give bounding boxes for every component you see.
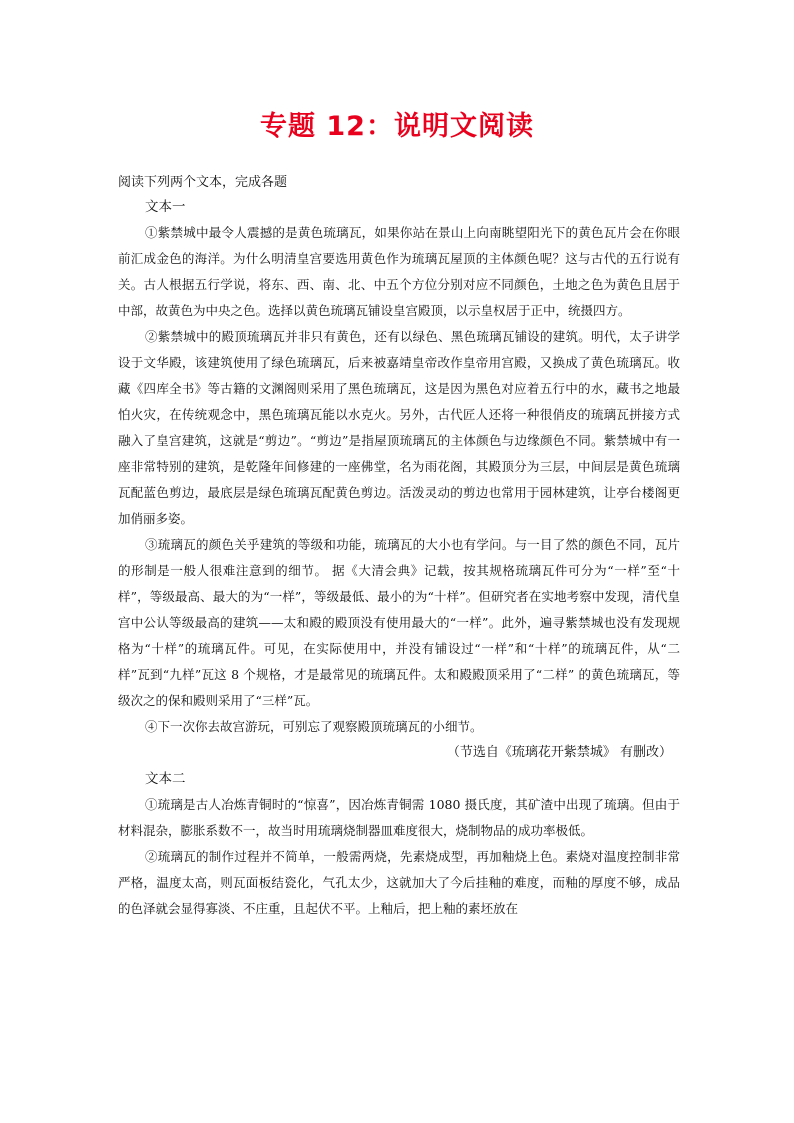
text1-paragraph-3: ③琉璃瓦的颜色关乎建筑的等级和功能，琉璃瓦的大小也有学问。与一目了然的颜色不同，瓦片的形制是一般人很难注意到的细节。 据《大清会典》记载，按其规格琉璃瓦件可分为“一样”至“十样”，等级最高、最大的为“一样”，等级最低、最小的为“十样”。但研究者在实地考察中发现，清代皇宫中公认等级最高的建筑——太和殿的殿顶没有使用最大的“一样”。此外，遍寻紫禁城也没有发现规格为“十样”的琉璃瓦件。可见，在实际使用中，并没有铺设过“一样”和“十样”的琉璃瓦件，从“二样”瓦到“九样”瓦这 8 个规格，才是最常见的琉璃瓦件。太和殿殿顶采用了“二样” 的黄色琉璃瓦，等级次之的保和殿则采用了“三样”瓦。 (118, 537, 680, 708)
instruction-text: 阅读下列两个文本，完成各题 (118, 175, 288, 190)
text2-paragraph-1: ①琉璃是古人冶炼青铜时的“惊喜”，因冶炼青铜需 1080 摄氏度，其矿渣中出现了琉璃。但由于材料混杂，膨胀系数不一，故当时用琉璃烧制器皿难度很大，烧制物品的成功率极低。 (118, 797, 680, 838)
text1-paragraph-2: ②紫禁城中的殿顶琉璃瓦并非只有黄色，还有以绿色、黑色琉璃瓦铺设的建筑。明代，太子讲学设于文华殿，该建筑使用了绿色琉璃瓦，后来被嘉靖皇帝改作皇帝用宫殿，又换成了黄色琉璃瓦。收藏《四库全书》等古籍的文渊阁则采用了黑色琉璃瓦，这是因为黑色对应着五行中的水，藏书之地最怕火灾，在传统观念中，黑色琉璃瓦能以水克火。另外，古代匠人还将一种很俏皮的琉璃瓦拼接方式融入了皇宫建筑，这就是“剪边”。“剪边”是指屋顶琉璃瓦的主体颜色与边缘颜色不同。紫禁城中有一座非常特别的建筑，是乾隆年间修建的一座佛堂，名为雨花阁，其殿顶分为三层，中间层是黄色琉璃瓦配蓝色剪边，最底层是绿色琉璃瓦配黄色剪边。活泼灵动的剪边也常用于园林建筑，让亭台楼阁更加俏丽多姿。 (118, 329, 680, 526)
article-content (118, 194, 680, 922)
text2-label: 文本二 (145, 771, 186, 787)
text1-paragraph-4: ④下一次你去故宫游玩，可别忘了观察殿顶琉璃瓦的小细节。 (145, 719, 483, 734)
text2-paragraph-2: ②琉璃瓦的制作过程并不简单，一般需两烧，先素烧成型，再加釉烧上色。素烧对温度控制非常严格，温度太高，则瓦面板结瓷化，气孔太少，这就加大了今后挂釉的难度，而釉的厚度不够，成品的色泽就会显得寡淡、不庄重，且起伏不平。上釉后，把上釉的素坯放在 (118, 849, 680, 916)
page-title: 专题 12：说明文阅读 (260, 111, 534, 142)
text1-source: （节选自《琉璃花开紫禁城》 有删改） (446, 745, 672, 760)
text1-paragraph-1: ①紫禁城中最令人震撼的是黄色琉璃瓦，如果你站在景山上向南眺望阳光下的黄色瓦片会在你眼前汇成金色的海洋。为什么明清皇宫要选用黄色作为琉璃瓦屋顶的主体颜色呢？这与古代的五行说有关。古人根据五行学说，将东、西、南、北、中五个方位分别对应不同颜色，土地之色为黄色且居于中部，故黄色为中央之色。选择以黄色琉璃瓦铺设皇宫殿顶，以示皇权居于正中，统摄四方。 (118, 225, 680, 318)
text1-label: 文本一 (145, 199, 186, 215)
